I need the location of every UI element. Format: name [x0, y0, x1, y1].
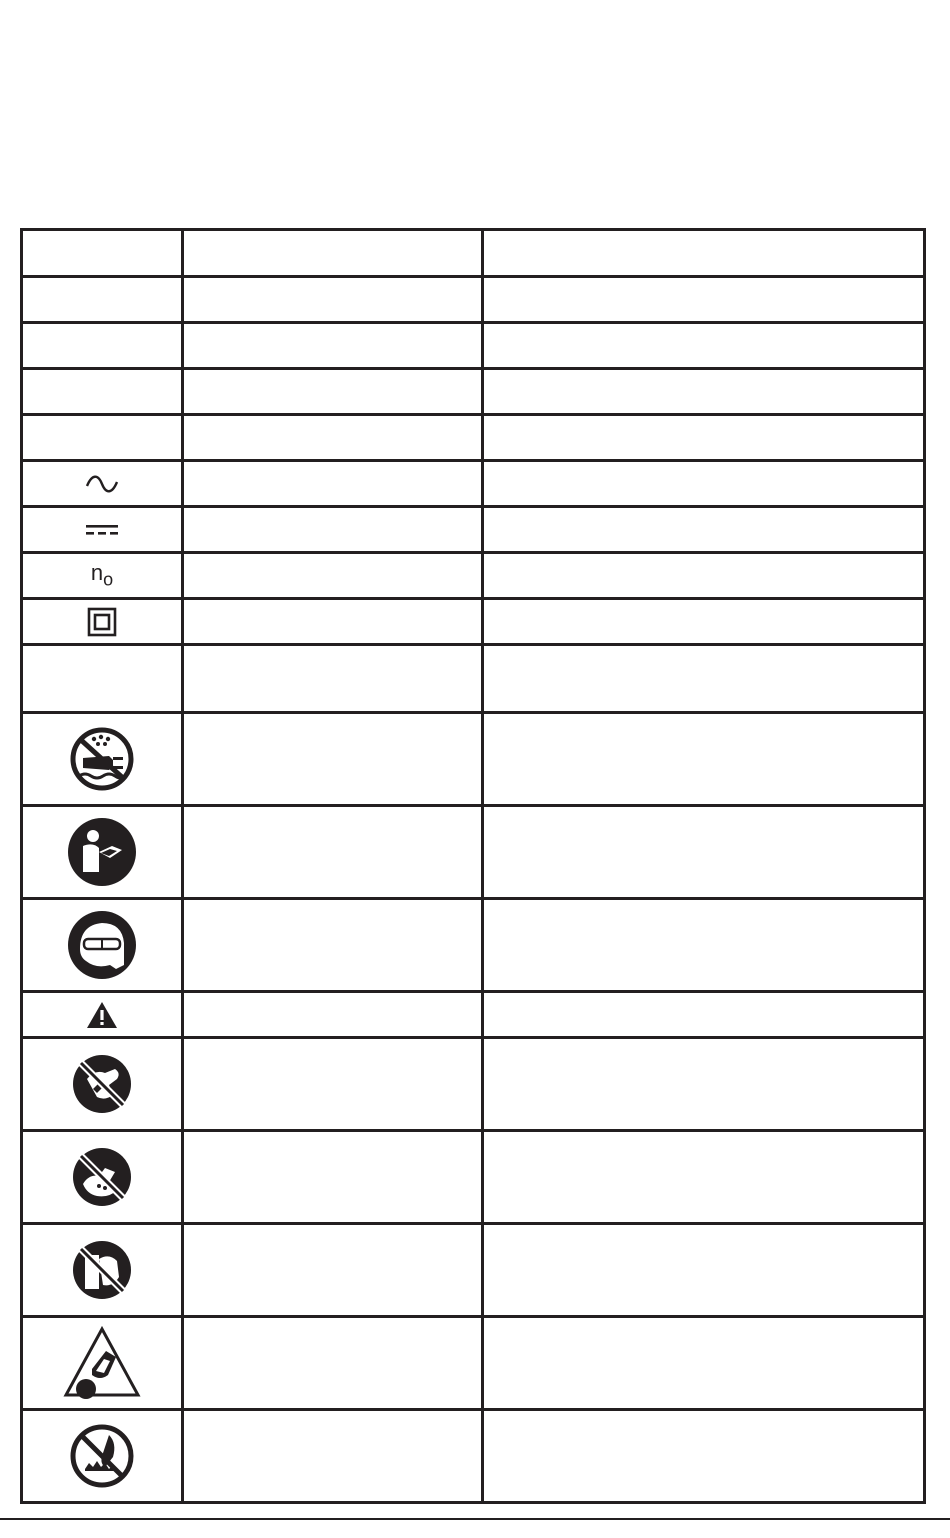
table-row — [22, 899, 925, 992]
property-cell — [183, 507, 483, 553]
alternating-current-icon — [84, 472, 120, 496]
property-cell — [183, 277, 483, 323]
table-row — [22, 645, 925, 713]
symbol-cell — [22, 1224, 183, 1317]
class-ii-construction-icon — [87, 607, 117, 637]
table-row — [22, 277, 925, 323]
table-row — [22, 1410, 925, 1503]
direct-current-icon — [84, 521, 120, 539]
symbol-cell — [22, 553, 183, 599]
table-row — [22, 553, 925, 599]
no-hand-on-surface-icon — [69, 1237, 135, 1303]
no-hands-contact-icon — [69, 1051, 135, 1117]
symbol-cell — [22, 1317, 183, 1410]
explanation-cell — [483, 553, 925, 599]
table-row — [22, 992, 925, 1038]
table-row — [22, 713, 925, 806]
property-cell — [183, 553, 483, 599]
safety-alert-icon — [85, 1000, 119, 1030]
table-row — [22, 806, 925, 899]
explanation-cell — [483, 645, 925, 713]
explanation-cell — [483, 1317, 925, 1410]
table-row — [22, 323, 925, 369]
explanation-cell — [483, 806, 925, 899]
property-cell — [183, 1131, 483, 1224]
symbols-table — [20, 228, 926, 1504]
property-cell — [183, 806, 483, 899]
explanation-cell — [483, 1131, 925, 1224]
table-row — [22, 369, 925, 415]
symbol-cell — [22, 369, 183, 415]
symbol-cell — [22, 415, 183, 461]
table-row — [22, 415, 925, 461]
header-symbol — [22, 230, 183, 277]
explanation-cell — [483, 1410, 925, 1503]
property-cell — [183, 369, 483, 415]
symbol-cell — [22, 1131, 183, 1224]
property-cell — [183, 1410, 483, 1503]
symbol-cell — [22, 645, 183, 713]
property-cell — [183, 599, 483, 645]
explanation-cell — [483, 1038, 925, 1131]
property-cell — [183, 1224, 483, 1317]
no-burn-debris-icon — [69, 1423, 135, 1489]
table-row — [22, 1131, 925, 1224]
table-row — [22, 599, 925, 645]
symbol-cell — [22, 1410, 183, 1503]
symbol-cell — [22, 806, 183, 899]
symbol-cell — [22, 277, 183, 323]
property-cell — [183, 713, 483, 806]
no-hand-near-blade-icon — [69, 1144, 135, 1210]
explanation-cell — [483, 277, 925, 323]
property-cell — [183, 992, 483, 1038]
explanation-cell — [483, 899, 925, 992]
symbol-cell — [22, 992, 183, 1038]
property-cell — [183, 1038, 483, 1131]
explanation-cell — [483, 323, 925, 369]
table-row — [22, 1224, 925, 1317]
table-row — [22, 461, 925, 507]
table-row — [22, 1038, 925, 1131]
do-not-expose-to-rain-icon — [69, 726, 135, 792]
table-row — [22, 507, 925, 553]
symbol-cell — [22, 899, 183, 992]
explanation-cell — [483, 461, 925, 507]
symbol-cell — [22, 599, 183, 645]
property-cell — [183, 323, 483, 369]
property-cell — [183, 415, 483, 461]
explanation-cell — [483, 369, 925, 415]
header-property — [183, 230, 483, 277]
explanation-cell — [483, 599, 925, 645]
explanation-cell — [483, 713, 925, 806]
explanation-cell — [483, 1224, 925, 1317]
symbol-cell — [22, 507, 183, 553]
cutting-hazard-warning-icon — [62, 1325, 142, 1401]
no-load-speed-icon: $n_o$ — [90, 560, 114, 590]
symbol-cell — [22, 1038, 183, 1131]
symbol-cell — [22, 713, 183, 806]
table-row — [22, 1317, 925, 1410]
page-header-blank — [20, 0, 926, 228]
property-cell — [183, 461, 483, 507]
explanation-cell — [483, 507, 925, 553]
property-cell — [183, 899, 483, 992]
property-cell — [183, 645, 483, 713]
symbol-cell — [22, 461, 183, 507]
wear-eye-protection-icon — [66, 909, 138, 981]
footer-divider — [0, 1518, 950, 1520]
table-header-row — [22, 230, 925, 277]
read-manual-icon — [66, 816, 138, 888]
explanation-cell — [483, 992, 925, 1038]
symbol-cell — [22, 323, 183, 369]
property-cell — [183, 1317, 483, 1410]
header-explanation — [483, 230, 925, 277]
explanation-cell — [483, 415, 925, 461]
